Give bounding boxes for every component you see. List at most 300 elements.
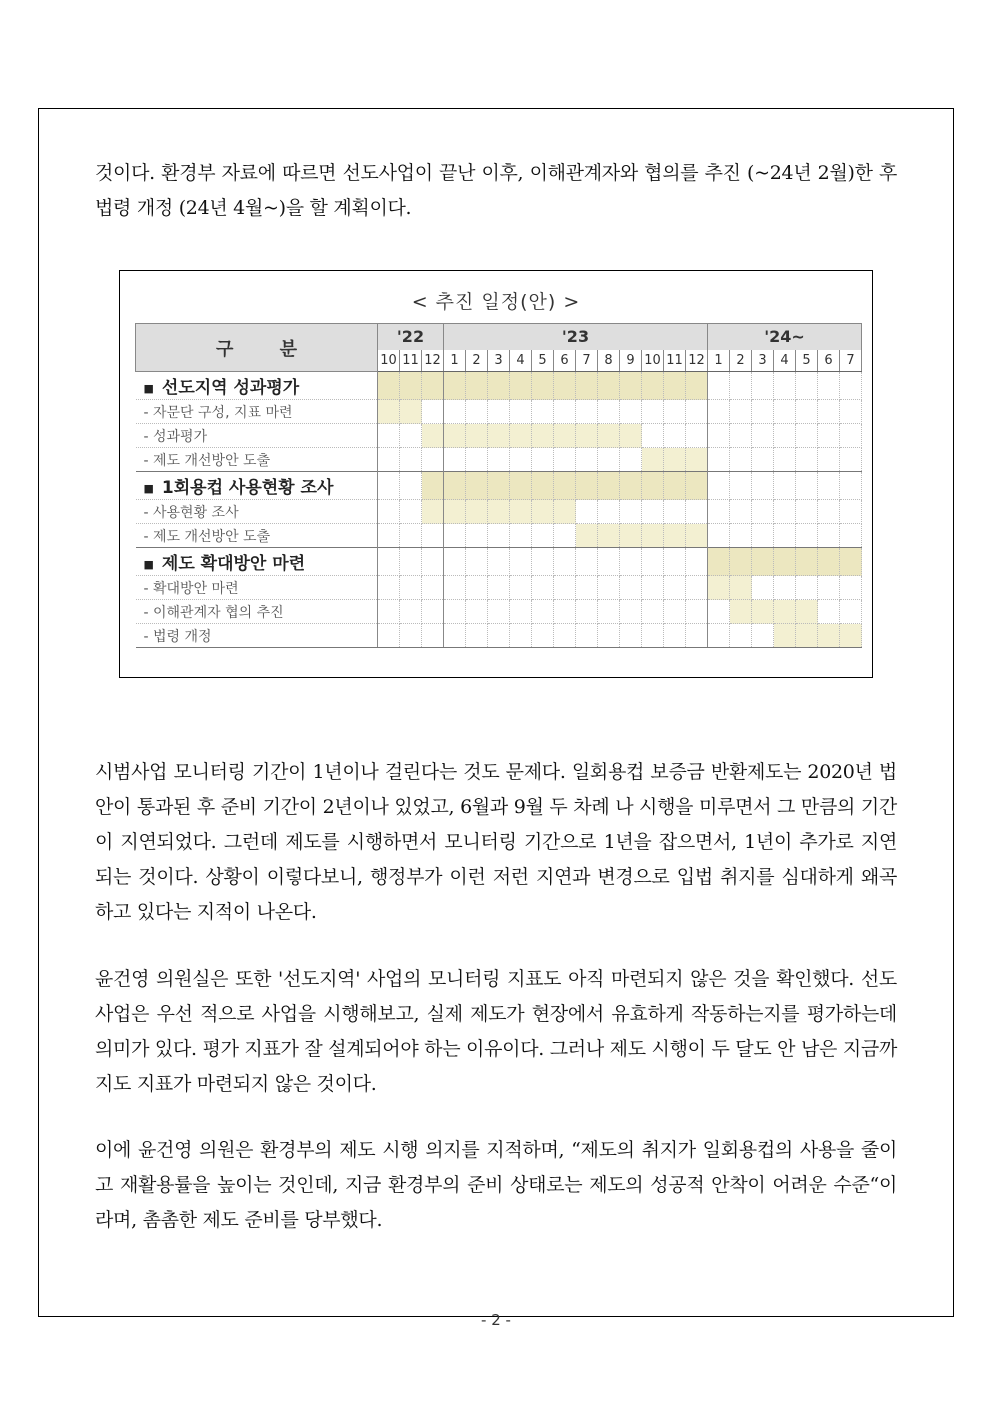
page-number: - 2 - (481, 1311, 511, 1329)
schedule-cell (400, 624, 422, 648)
schedule-cell (444, 576, 466, 600)
month-header: 1 (444, 350, 466, 372)
schedule-bar-cell (774, 600, 796, 624)
schedule-main-row (136, 472, 862, 500)
task-label-text: 선도지역 성과평가 (161, 378, 300, 398)
schedule-cell (554, 600, 576, 624)
schedule-cell (840, 424, 862, 448)
schedule-bar-cell (730, 576, 752, 600)
schedule-bar-cell (796, 548, 818, 576)
schedule-cell (576, 448, 598, 472)
schedule-cell (664, 600, 686, 624)
schedule-bar-cell (488, 472, 510, 500)
schedule-cell (598, 576, 620, 600)
month-header: 6 (818, 350, 840, 372)
schedule-cell (708, 372, 730, 400)
schedule-cell (642, 548, 664, 576)
schedule-cell (642, 600, 664, 624)
schedule-cell (532, 600, 554, 624)
task-label (136, 624, 378, 648)
schedule-cell (774, 472, 796, 500)
schedule-cell (752, 448, 774, 472)
schedule-cell (532, 524, 554, 548)
schedule-cell (686, 576, 708, 600)
schedule-cell (400, 424, 422, 448)
task-label-text: - 확대방안 마련 (143, 580, 239, 597)
task-label (136, 500, 378, 524)
month-header: 5 (796, 350, 818, 372)
schedule-bar-cell (532, 424, 554, 448)
schedule-cell (400, 524, 422, 548)
schedule-cell (774, 448, 796, 472)
schedule-cell (488, 624, 510, 648)
task-label-text: - 성과평가 (143, 428, 208, 445)
schedule-cell (708, 472, 730, 500)
schedule-cell (598, 548, 620, 576)
month-header: 7 (576, 350, 598, 372)
schedule-cell (620, 400, 642, 424)
schedule-bar-cell (444, 372, 466, 400)
schedule-cell (444, 548, 466, 576)
schedule-cell (620, 624, 642, 648)
schedule-sub-row (136, 524, 862, 548)
schedule-cell (576, 600, 598, 624)
schedule-cell (642, 424, 664, 448)
schedule-cell (378, 424, 400, 448)
month-header: 11 (400, 350, 422, 372)
schedule-cell (554, 448, 576, 472)
schedule-cell (730, 472, 752, 500)
task-label (136, 424, 378, 448)
schedule-cell (488, 524, 510, 548)
schedule-main-row (136, 372, 862, 400)
schedule-cell (378, 576, 400, 600)
schedule-cell (686, 548, 708, 576)
schedule-cell (818, 472, 840, 500)
month-header: 6 (554, 350, 576, 372)
schedule-bar-cell (554, 472, 576, 500)
schedule-cell (840, 372, 862, 400)
schedule-cell (730, 624, 752, 648)
schedule-cell (378, 600, 400, 624)
schedule-cell (378, 472, 400, 500)
task-label-text: - 사용현황 조사 (143, 504, 239, 521)
schedule-cell (708, 400, 730, 424)
schedule-bar-cell (576, 472, 598, 500)
schedule-cell (400, 600, 422, 624)
schedule-cell (466, 600, 488, 624)
schedule-sub-row (136, 600, 862, 624)
schedule-bar-cell (378, 400, 400, 424)
schedule-cell (422, 448, 444, 472)
schedule-cell (730, 372, 752, 400)
schedule-bar-cell (444, 472, 466, 500)
schedule-cell (378, 524, 400, 548)
task-label (136, 576, 378, 600)
schedule-bar-cell (400, 372, 422, 400)
schedule-cell (598, 400, 620, 424)
schedule-cell (532, 576, 554, 600)
schedule-bar-cell (686, 524, 708, 548)
schedule-cell (796, 524, 818, 548)
square-bullet-icon: ■ (143, 557, 154, 571)
schedule-main-row (136, 548, 862, 576)
month-header: 3 (752, 350, 774, 372)
schedule-cell (642, 576, 664, 600)
schedule-cell (708, 600, 730, 624)
schedule-cell (378, 624, 400, 648)
schedule-cell (378, 448, 400, 472)
schedule-cell (466, 448, 488, 472)
schedule-cell (796, 448, 818, 472)
schedule-cell (620, 448, 642, 472)
schedule-bar-cell (686, 472, 708, 500)
schedule-cell (598, 448, 620, 472)
month-header: 8 (598, 350, 620, 372)
schedule-cell (686, 600, 708, 624)
schedule-cell (510, 524, 532, 548)
schedule-bar-cell (774, 624, 796, 648)
schedule-bar-cell (422, 372, 444, 400)
schedule-cell (840, 600, 862, 624)
square-bullet-icon: ■ (143, 481, 154, 495)
schedule-cell (818, 424, 840, 448)
schedule-cell (510, 624, 532, 648)
schedule-cell (466, 548, 488, 576)
task-label (136, 600, 378, 624)
schedule-cell (642, 400, 664, 424)
schedule-sub-row (136, 400, 862, 424)
schedule-cell (708, 500, 730, 524)
schedule-cell (422, 548, 444, 576)
task-label (136, 448, 378, 472)
schedule-cell (730, 400, 752, 424)
schedule-cell (554, 400, 576, 424)
schedule-cell (620, 600, 642, 624)
paragraph-1: 것이다. 환경부 자료에 따르면 선도사업이 끝난 이후, 이해관계자와 협의를 추진 (~24년 2월)한 후 법령 개정 (24년 4월~)을 할 계획이다. (95, 162, 897, 219)
schedule-bar-cell (444, 424, 466, 448)
schedule-cell (532, 448, 554, 472)
schedule-bar-cell (620, 472, 642, 500)
schedule-cell (444, 400, 466, 424)
schedule-cell (400, 472, 422, 500)
schedule-cell (774, 576, 796, 600)
schedule-cell (488, 400, 510, 424)
schedule-cell (466, 576, 488, 600)
schedule-bar-cell (532, 500, 554, 524)
schedule-bar-cell (730, 548, 752, 576)
schedule-cell (752, 372, 774, 400)
schedule-cell (400, 576, 422, 600)
schedule-bar-cell (818, 624, 840, 648)
schedule-cell (774, 524, 796, 548)
schedule-cell (730, 500, 752, 524)
schedule-cell (422, 600, 444, 624)
schedule-cell (796, 472, 818, 500)
schedule-bar-cell (576, 372, 598, 400)
schedule-bar-cell (510, 372, 532, 400)
schedule-cell (510, 548, 532, 576)
paragraph-3: 윤건영 의원실은 또한 '선도지역' 사업의 모니터링 지표도 아직 마련되지 않은 것을 확인했다. 선도사업은 우선 적으로 사업을 시행해보고, 실제 제도가 현장에서 유효하게 작동하는지를 평가하는데 의미가 있다. 평가 지표가 잘 설계되어야 하는 이유이다. 그러나 제도 시행이 두 달도 안 남은 지금까지도 지표가 마련되지 않은 것이다. (95, 968, 897, 1095)
schedule-bar-cell (642, 472, 664, 500)
schedule-bar-cell (642, 524, 664, 548)
schedule-cell (752, 472, 774, 500)
schedule-cell (510, 576, 532, 600)
schedule-cell (664, 576, 686, 600)
task-label (136, 400, 378, 424)
schedule-cell (554, 548, 576, 576)
schedule-bar-cell (620, 372, 642, 400)
year-header: '24~ (708, 324, 862, 350)
schedule-bar-cell (840, 624, 862, 648)
schedule-cell (752, 624, 774, 648)
schedule-bar-cell (466, 500, 488, 524)
schedule-cell (708, 448, 730, 472)
schedule-cell (444, 448, 466, 472)
month-header: 10 (642, 350, 664, 372)
schedule-bar-cell (422, 424, 444, 448)
schedule-bar-cell (488, 500, 510, 524)
schedule-cell (664, 400, 686, 424)
schedule-cell (840, 472, 862, 500)
schedule-cell (818, 400, 840, 424)
schedule-cell (796, 576, 818, 600)
schedule-cell (444, 600, 466, 624)
month-header: 4 (510, 350, 532, 372)
task-label-text: - 제도 개선방안 도출 (143, 528, 271, 545)
task-label (136, 372, 378, 400)
schedule-table (135, 323, 862, 648)
month-header: 4 (774, 350, 796, 372)
schedule-cell (510, 400, 532, 424)
task-label-text: - 이해관계자 협의 추진 (143, 604, 284, 621)
schedule-cell (422, 576, 444, 600)
schedule-bar-cell (686, 372, 708, 400)
schedule-cell (664, 500, 686, 524)
schedule-cell (796, 372, 818, 400)
schedule-title: < 추진 일정(안) > (411, 291, 581, 313)
schedule-bar-cell (796, 600, 818, 624)
schedule-cell (400, 448, 422, 472)
schedule-cell (730, 448, 752, 472)
schedule-bar-cell (752, 600, 774, 624)
schedule-bar-cell (400, 400, 422, 424)
schedule-cell (664, 548, 686, 576)
schedule-bar-cell (532, 372, 554, 400)
schedule-cell (818, 448, 840, 472)
schedule-cell (752, 524, 774, 548)
schedule-cell (488, 600, 510, 624)
schedule-cell (796, 424, 818, 448)
schedule-cell (466, 400, 488, 424)
schedule-cell (752, 400, 774, 424)
month-header: 10 (378, 350, 400, 372)
schedule-cell (576, 624, 598, 648)
schedule-cell (840, 448, 862, 472)
schedule-bar-cell (752, 548, 774, 576)
schedule-cell (466, 524, 488, 548)
schedule-bar-cell (664, 448, 686, 472)
schedule-bar-cell (554, 372, 576, 400)
task-label (136, 524, 378, 548)
schedule-cell (818, 576, 840, 600)
schedule-cell (532, 400, 554, 424)
schedule-bar-cell (598, 372, 620, 400)
schedule-bar-cell (510, 472, 532, 500)
header-label: 구 분 (136, 324, 378, 372)
schedule-bar-cell (510, 500, 532, 524)
schedule-cell (818, 600, 840, 624)
schedule-cell (752, 424, 774, 448)
schedule-cell (576, 576, 598, 600)
schedule-cell (840, 400, 862, 424)
schedule-cell (752, 576, 774, 600)
schedule-cell (708, 624, 730, 648)
schedule-bar-cell (598, 524, 620, 548)
schedule-cell (466, 624, 488, 648)
schedule-cell (774, 424, 796, 448)
schedule-cell (422, 524, 444, 548)
task-label-text: - 법령 개정 (143, 628, 212, 645)
schedule-sub-row (136, 448, 862, 472)
schedule-cell (532, 548, 554, 576)
schedule-cell (664, 624, 686, 648)
schedule-cell (840, 500, 862, 524)
schedule-cell (686, 500, 708, 524)
schedule-cell (686, 400, 708, 424)
month-header: 2 (466, 350, 488, 372)
schedule-cell (642, 500, 664, 524)
schedule-bar-cell (488, 372, 510, 400)
schedule-cell (818, 372, 840, 400)
schedule-figure (119, 270, 873, 678)
schedule-cell (686, 424, 708, 448)
schedule-bar-cell (642, 372, 664, 400)
schedule-bar-cell (598, 472, 620, 500)
schedule-cell (422, 624, 444, 648)
schedule-bar-cell (774, 548, 796, 576)
schedule-cell (730, 524, 752, 548)
schedule-cell (796, 400, 818, 424)
schedule-cell (642, 624, 664, 648)
task-label-text: 제도 확대방안 마련 (161, 554, 306, 574)
schedule-bar-cell (576, 524, 598, 548)
schedule-cell (488, 448, 510, 472)
schedule-cell (620, 500, 642, 524)
paragraph-2: 시범사업 모니터링 기간이 1년이나 걸린다는 것도 문제다. 일회용컵 보증금 반환제도는 2020년 법안이 통과된 후 준비 기간이 2년이나 있었고, 6월과 9월 두 차례 나 시행을 미루면서 그 만큼의 기간이 지연되었다. 그런데 제도를 시행하면서 모니터링 기간으로 1년을 잡으면서, 1년이 추가로 지연되는 것이다. 상황이 이렇다보니, 행정부가 이런 저런 지연과 변경으로 입법 취지를 심대하게 왜곡하고 있다는 지적이 나온다. (95, 761, 897, 923)
schedule-cell (510, 600, 532, 624)
schedule-cell (752, 500, 774, 524)
schedule-cell (840, 524, 862, 548)
schedule-cell (444, 624, 466, 648)
schedule-bar-cell (664, 472, 686, 500)
month-header: 7 (840, 350, 862, 372)
month-header: 12 (686, 350, 708, 372)
schedule-cell (840, 576, 862, 600)
schedule-cell (730, 424, 752, 448)
schedule-bar-cell (554, 424, 576, 448)
schedule-bar-cell (708, 548, 730, 576)
schedule-bar-cell (510, 424, 532, 448)
year-header: '22 (378, 324, 444, 350)
schedule-bar-cell (378, 372, 400, 400)
schedule-cell (774, 500, 796, 524)
paragraph-4: 이에 윤건영 의원은 환경부의 제도 시행 의지를 지적하며, “제도의 취지가 일회용컵의 사용을 줄이고 재활용률을 높이는 것인데, 지금 환경부의 준비 상태로는 제도의 성공적 안착이 어려운 수준“이라며, 촘촘한 제도 준비를 당부했다. (95, 1139, 897, 1231)
schedule-cell (598, 600, 620, 624)
schedule-sub-row (136, 424, 862, 448)
month-header: 5 (532, 350, 554, 372)
schedule-bar-cell (532, 472, 554, 500)
schedule-cell (686, 624, 708, 648)
task-label (136, 548, 378, 576)
schedule-bar-cell (466, 424, 488, 448)
schedule-sub-row (136, 576, 862, 600)
task-label (136, 472, 378, 500)
schedule-cell (378, 548, 400, 576)
schedule-bar-cell (708, 576, 730, 600)
schedule-cell (818, 524, 840, 548)
schedule-cell (576, 500, 598, 524)
schedule-cell (818, 500, 840, 524)
task-label-text: 1회용컵 사용현황 조사 (161, 478, 334, 498)
schedule-cell (664, 424, 686, 448)
schedule-cell (774, 400, 796, 424)
schedule-bar-cell (686, 448, 708, 472)
schedule-bar-cell (818, 548, 840, 576)
schedule-bar-cell (488, 424, 510, 448)
schedule-bar-cell (642, 448, 664, 472)
schedule-cell (554, 576, 576, 600)
schedule-cell (620, 548, 642, 576)
month-header: 2 (730, 350, 752, 372)
schedule-cell (378, 500, 400, 524)
schedule-bar-cell (598, 424, 620, 448)
month-header: 11 (664, 350, 686, 372)
schedule-bar-cell (620, 424, 642, 448)
month-header: 12 (422, 350, 444, 372)
schedule-cell (708, 424, 730, 448)
schedule-cell (488, 548, 510, 576)
square-bullet-icon: ■ (143, 381, 154, 395)
schedule-sub-row (136, 624, 862, 648)
schedule-cell (576, 548, 598, 576)
schedule-bar-cell (796, 624, 818, 648)
year-header: '23 (444, 324, 708, 350)
schedule-cell (708, 524, 730, 548)
schedule-bar-cell (422, 500, 444, 524)
schedule-bar-cell (730, 600, 752, 624)
schedule-cell (598, 500, 620, 524)
schedule-cell (598, 624, 620, 648)
schedule-cell (554, 624, 576, 648)
schedule-cell (774, 372, 796, 400)
schedule-cell (554, 524, 576, 548)
schedule-cell (510, 448, 532, 472)
schedule-cell (400, 548, 422, 576)
month-header: 3 (488, 350, 510, 372)
month-header: 1 (708, 350, 730, 372)
schedule-cell (576, 400, 598, 424)
schedule-cell (796, 500, 818, 524)
task-label-text: - 자문단 구성, 지표 마련 (143, 404, 293, 421)
schedule-sub-row (136, 500, 862, 524)
schedule-bar-cell (466, 472, 488, 500)
schedule-bar-cell (554, 500, 576, 524)
schedule-bar-cell (422, 472, 444, 500)
schedule-cell (620, 576, 642, 600)
schedule-bar-cell (620, 524, 642, 548)
schedule-cell (488, 576, 510, 600)
